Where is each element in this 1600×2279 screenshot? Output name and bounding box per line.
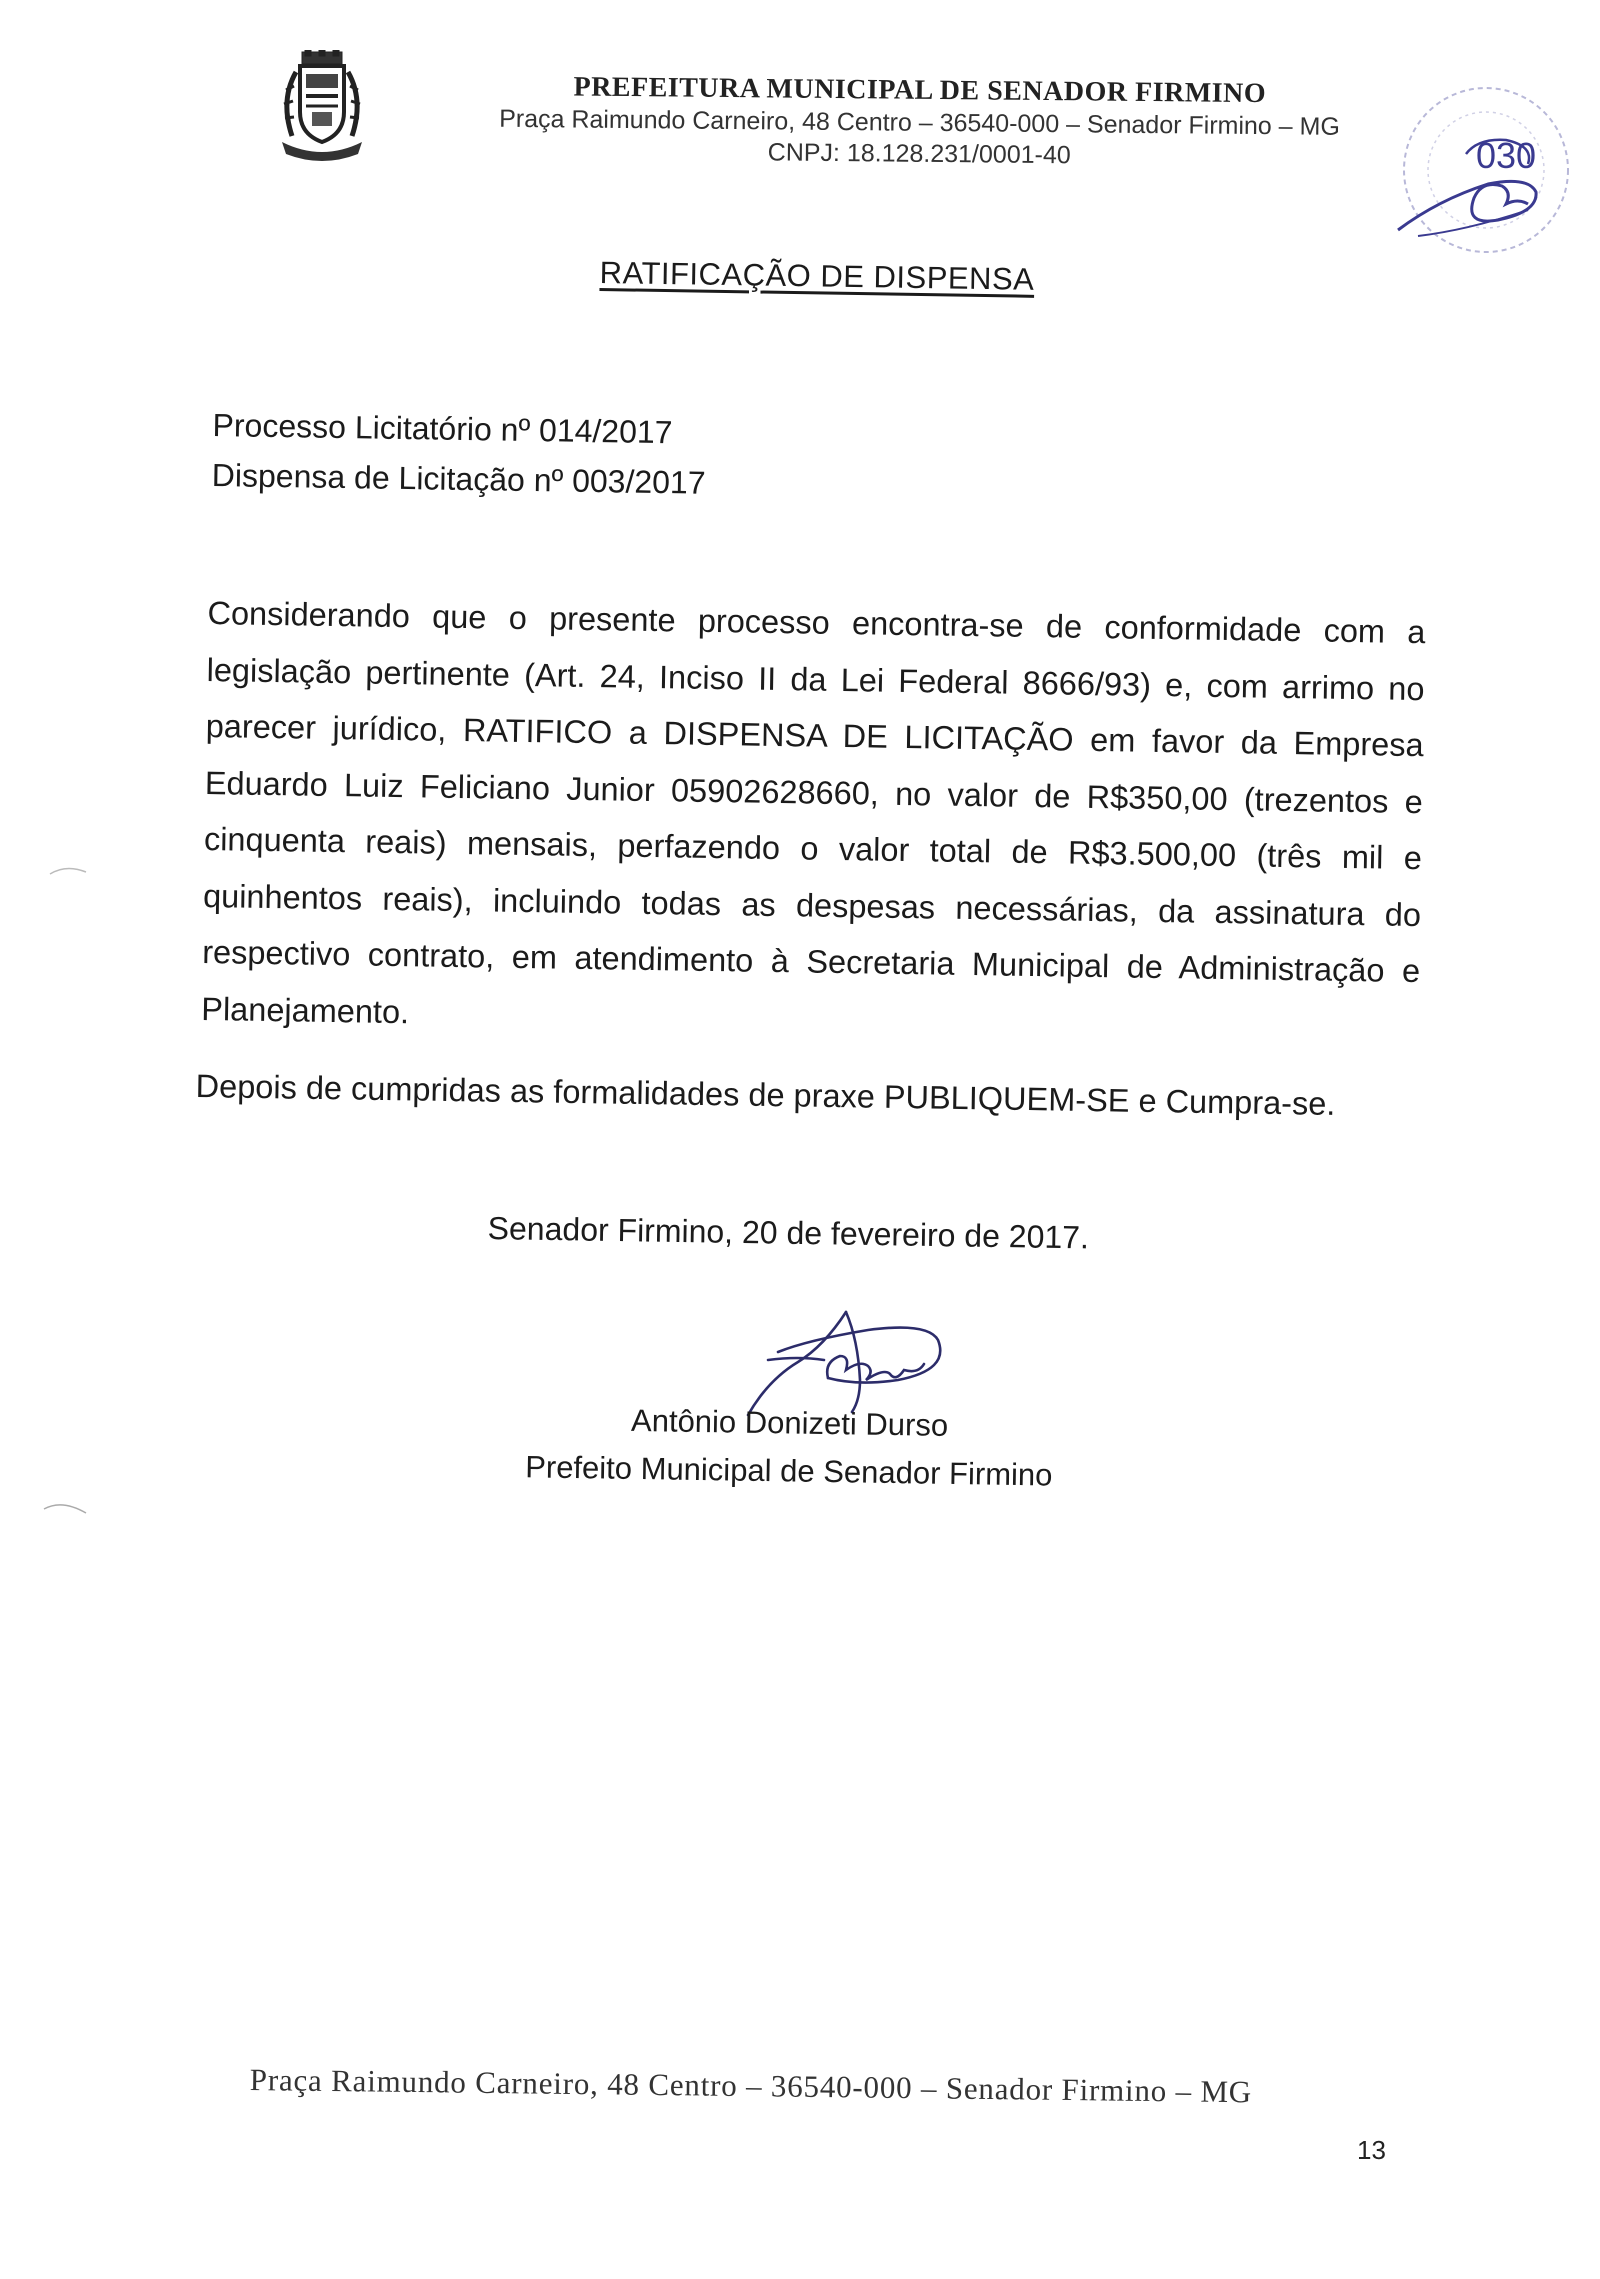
commission-stamp xyxy=(1378,80,1578,270)
page-number: 13 xyxy=(1357,2135,1386,2165)
date-line: Senador Firmino, 20 de fevereiro de 2017. xyxy=(487,1210,1090,1256)
document-title: RATIFICAÇÃO DE DISPENSA xyxy=(599,255,1035,297)
process-number: Processo Licitatório nº 014/2017 xyxy=(212,406,673,451)
letterhead-address: Praça Raimundo Carneiro, 48 Centro – 36540-000 – Senador Firmino – MG xyxy=(499,104,1340,141)
letterhead xyxy=(419,70,1420,174)
municipal-crest-icon xyxy=(272,50,372,165)
letterhead-cnpj: CNPJ: 18.128.231/0001-40 xyxy=(767,138,1071,170)
body-paragraph: Considerando que o presente processo encontra-se de conformidade com a legislação pertinente (Art. 24, Inciso II da Lei Federal 8666/93) e, com arrimo no parecer jurídico, RATIFICO a DISPENSA DE LICITAÇÃO em favor da Empresa Eduardo Luiz Feliciano Junior 05902628660, no valor de R$350,00 (trezentos e cinquenta reais) mensais, perfazendo o valor total de R$3.500,00 (três mil e quinhentos reais), incluindo todas as despesas necessárias, da assinatura do respectivo contrato, em atendimento à Secretaria Municipal de Administração e Planejamento. xyxy=(201,594,1426,1030)
signer-title: Prefeito Municipal de Senador Firmino xyxy=(524,1449,1053,1493)
dispensa-number: Dispensa de Licitação nº 003/2017 xyxy=(211,456,706,501)
signer-name: Antônio Donizeti Durso xyxy=(630,1402,949,1443)
footer-address: Praça Raimundo Carneiro, 48 Centro – 36540-000 – Senador Firmino – MG xyxy=(249,2062,1253,2110)
stamp-number: 030 xyxy=(1475,135,1537,176)
letterhead-title: PREFEITURA MUNICIPAL DE SENADOR FIRMINO xyxy=(573,71,1267,110)
closing-paragraph: Depois de cumpridas as formalidades de praxe PUBLIQUEM-SE e Cumpra-se. xyxy=(195,1068,1336,1122)
process-block xyxy=(211,400,706,508)
signer-block xyxy=(508,1395,1069,1500)
scan-speck xyxy=(46,860,106,900)
scan-speck xyxy=(40,1495,100,1535)
